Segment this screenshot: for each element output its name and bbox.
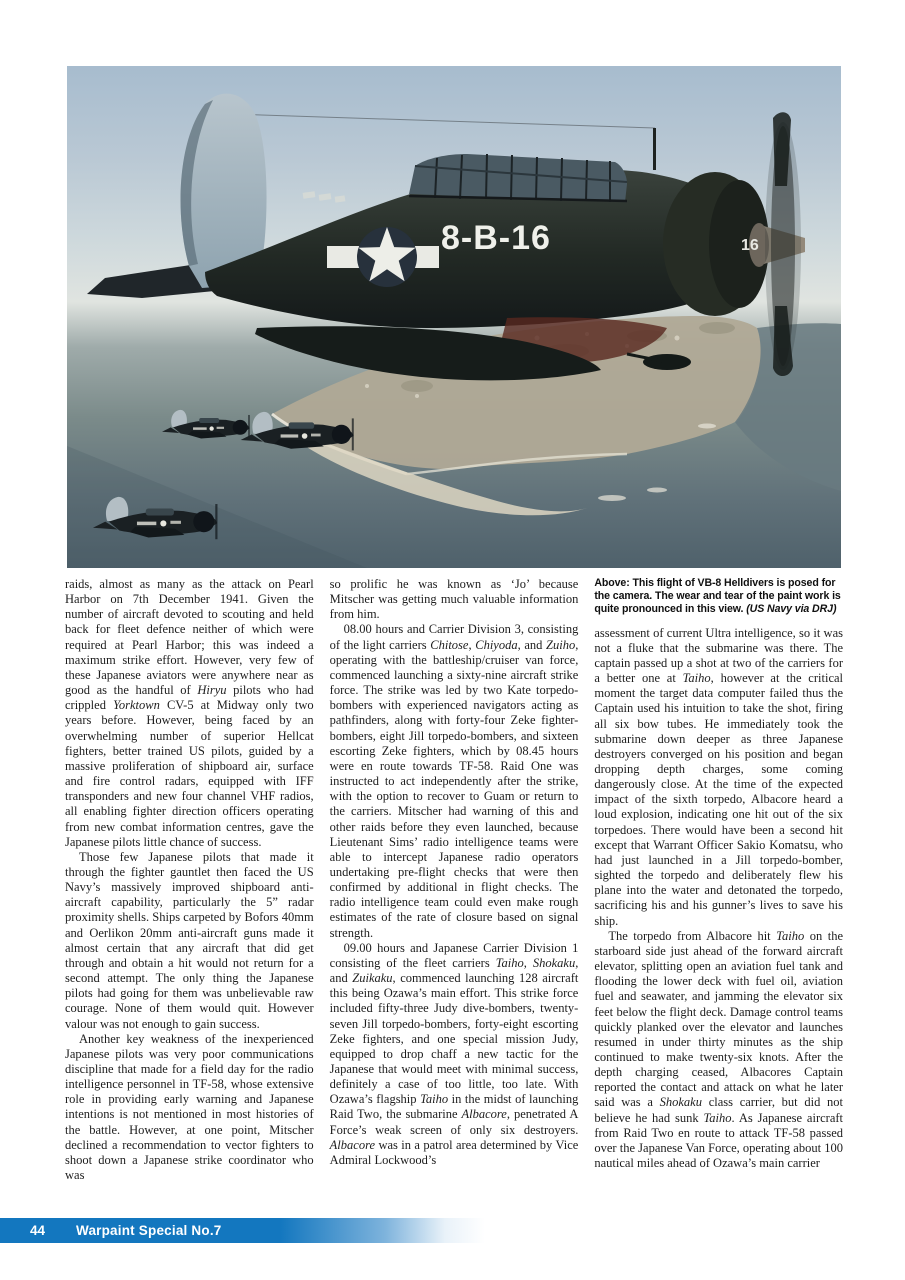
italic-text-run: Zuiho: [546, 637, 576, 652]
text-run: in the midst of launching Raid Two, the submarine: [329, 1092, 579, 1122]
text-run: The torpedo from Albacore hit: [608, 928, 777, 943]
italic-text-run: (US Navy via DRJ): [746, 603, 837, 616]
italic-text-run: Hiryu: [197, 683, 227, 698]
text-run: class carrier, but did not believe he had sunk: [594, 1095, 843, 1125]
article-column-1: [65, 577, 314, 1217]
article-paragraph: [594, 929, 843, 1172]
text-run: , operating with the battleship/cruiser van force, commenced launching a sixty-nine aircraft strike force. The strike was led by two Kate torpedo-bombers with experienced navigators acting as pathfinders, along with forty-four Zeke fighter-bombers, eight Jill torpedo-bombers, and sixteen escorting Zeke fighters, which by 08.45 hours were en route towards TF-58. Raid One was instructed to act independently after the strike, with the option to recover to Guam or return to the carriers. Mitscher had warning of this and other raids before they even launched, because Lieutenant Sims’ radio intelligence teams were able to intercept Japanese radio operators undertaking pre-flight checks that were then confirmed by additional in flight checks. The radio intelligence team could even make rough estimates of the rate of closure based on signal strength.: [329, 637, 579, 940]
photo-illustration: [67, 66, 841, 568]
text-run: . As Japanese aircraft from Raid Two en route to attack TF-58 passed over the Japanese Van Force, operating about 100 nautical miles ahead of Ozawa’s main carrier: [594, 1110, 843, 1171]
text-run: pilots who had crippled: [65, 683, 314, 713]
italic-text-run: Taiho: [682, 671, 711, 686]
italic-text-run: Chitose: [430, 637, 469, 652]
article-column-2: [330, 577, 579, 1217]
text-run: was in a patrol area determined by Vice Admiral Lockwood’s: [329, 1137, 579, 1167]
article-paragraph: [330, 577, 579, 622]
footer-bar: [0, 1218, 905, 1243]
text-run: CV-5 at Midway only two years before. However, being faced by an overwhelming number of superior Hellcat fighters, better trained US pilots, guided by a massive proliferation of shipboard air, surface and fire control radars, equipped with IFF transponders and new four channel VHF radios, all enabling fighter direction officers operating from new combat information centres, gave the Japanese pilots little chance of success.: [65, 698, 314, 849]
cowl-number: 16: [741, 237, 759, 254]
italic-text-run: Taiho: [495, 955, 524, 970]
italic-text-run: Shokaku: [659, 1095, 702, 1110]
italic-text-run: Shokaku: [532, 955, 576, 970]
text-run: 09.00 hours and Japanese Carrier Division 1 consisting of the fleet carriers: [329, 940, 579, 970]
article-body: [65, 577, 843, 1217]
italic-text-run: Albacore: [461, 1107, 507, 1122]
text-run: , and: [329, 955, 579, 986]
page-number: 44: [30, 1223, 46, 1238]
text-run: so prolific he was known as ‘Jo’ because Mitscher was getting much valuable information from him.: [329, 577, 579, 622]
text-run: Those few Japanese pilots that made it through the fighter gauntlet then faced the US Navy’s massively improved shipboard anti-aircraft capability, particularly the 5” radar proximity shells. Ships carpeted by Bofors 40mm and Oerlikon 20mm anti-aircraft guns made it almost certain that any aircraft that did get through and obtain a hit would not return for a second attempt. The only thing the Japanese pilots had going for them was unbelievable raw courage. None of them would quit. However valour was not enough to gain success.: [65, 849, 314, 1031]
helldiver-formation-photo: [67, 66, 841, 568]
photo-caption: [594, 577, 843, 617]
footer-title: Warpaint Special No.7: [76, 1223, 222, 1238]
text-run: on the starboard side just ahead of the forward aircraft elevator, splitting open an aviation fuel tank and flooding the lower deck with fuel oil, aviation fuel and seawater, and jamming the elevator six feet below the flight deck. Damage control teams quickly planked over the elevator and launches resumed in under thirty minutes as the ship continued to make twenty-six knots. After the depth charging ceased, Albacores Captain reported the contact and attack on what he later said was a: [594, 928, 843, 1110]
article-paragraph: [594, 626, 843, 929]
text-run: ,: [468, 637, 476, 652]
fuselage-code: 8-B-16: [441, 219, 551, 257]
italic-text-run: Taiho: [776, 928, 805, 943]
italic-text-run: Zuikaku: [352, 971, 393, 986]
text-run: , commenced launching 128 aircraft this being Ozawa’s main effort. This strike force included fifty-three Judy dive-bombers, twenty-seven Jill torpedo-bombers, forty-eight escorting Zeke fighters, and one special mission Judy, equipped to drop chaff a new tactic for the Japanese that would meet with minimal success, definitely a case of too little, too late. With Ozawa’s flagship: [329, 971, 579, 1107]
text-run: raids, almost as many as the attack on Pearl Harbor on 7th December 1941. Given the number of aircraft devoted to scouting and held back for fleet defence neither of which were required at Pearl Harbor; this was indeed a maximum strike effort. However, very few of these Japanese aviators were anywhere near as good as the handful of: [65, 577, 314, 698]
article-paragraph: [65, 577, 314, 850]
article-paragraph: [65, 1032, 314, 1184]
text-run: 08.00 hours and Carrier Division 3, consisting of the light carriers: [329, 622, 579, 652]
italic-text-run: Taiho: [703, 1110, 732, 1125]
cockpit-canopy: [409, 154, 627, 202]
text-run: assessment of current Ultra intelligence, so it was not a fluke that the submarine was there. The captain passed up a shot at two of the carriers for a better one at: [594, 625, 843, 686]
article-paragraph: [65, 850, 314, 1032]
italic-text-run: Taiho: [420, 1092, 449, 1107]
article-paragraph: [330, 941, 579, 1168]
text-run: ,: [523, 955, 533, 970]
italic-text-run: Albacore: [329, 1137, 376, 1152]
text-run: Above: This flight of VB-8 Helldivers is posed for the camera. The wear and tear of the paint work is quite pronounced in this view.: [594, 577, 841, 616]
antenna-mast: [653, 128, 656, 170]
italic-text-run: Yorktown: [113, 698, 160, 713]
italic-text-run: Chiyoda: [475, 637, 518, 652]
article-column-3: [594, 577, 843, 1217]
text-run: , however at the critical moment the target data computer failed thus the Captain used his intuition to take the shot, firing all six bow tubes. He immediately took the submarine down deeper as three Japanese destroyers converged on his position and began dropping depth charges, some coming dangerously close. At the time of the expected impact of the sixth torpedo, Albacore heard a loud explosion, indicating one hit out of the six torpedoes. There would have been a second hit except that Warrant Officer Sakio Komatsu, who had just launched in a Jill torpedo-bomber, sighted the torpedo and deliberately flew his plane into the water and detonated the torpedo, sacrificing his and his gunner’s lives to save his ship.: [594, 671, 843, 928]
text-run: Another key weakness of the inexperienced Japanese pilots was very poor communications discipline that made for a field day for the radio intelligence personnel in TF-58, whose extensive role in providing early warning and Japanese intentions is not mentioned in most histories of the battle. However, at one point, Mitscher declined a recommendation to vector fighters to shoot down a Japanese strike coordinator who was: [65, 1031, 314, 1183]
text-run: , and: [517, 637, 547, 652]
article-paragraph: [330, 622, 579, 940]
text-run: , penetrated A Force’s weak screen of only six destroyers.: [329, 1107, 579, 1137]
